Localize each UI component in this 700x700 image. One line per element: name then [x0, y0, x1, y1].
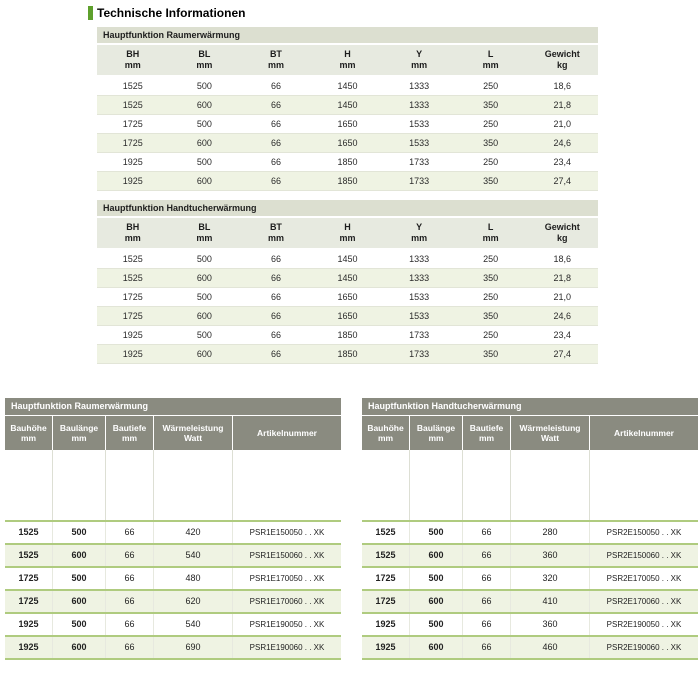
- table-cell: 66: [106, 637, 154, 658]
- table-cell: 250: [483, 254, 499, 264]
- table-cell: 250: [483, 119, 499, 129]
- empty-column-spacer: [463, 450, 511, 520]
- table-cell: 1925: [362, 637, 410, 658]
- table-cell: 600: [410, 637, 463, 658]
- table-row: [97, 250, 598, 269]
- table-cell: 1333: [409, 254, 430, 264]
- table-cell: 600: [53, 545, 106, 566]
- column-header: L mm: [482, 222, 499, 243]
- table-cell: 500: [410, 522, 463, 543]
- column-header: Bautiefe mm: [106, 416, 154, 450]
- table-cell: 27,4: [553, 176, 572, 186]
- table-cell: 480: [154, 568, 233, 589]
- table-cell: 1333: [409, 273, 430, 283]
- table-cell: 27,4: [553, 349, 572, 359]
- table-cell: 21,8: [553, 100, 572, 110]
- column-header: Gewicht kg: [544, 222, 580, 243]
- table-cell: 600: [53, 591, 106, 612]
- table-cell: 1650: [337, 138, 358, 148]
- table-row: [97, 96, 598, 115]
- table-cell: 600: [196, 273, 212, 283]
- empty-column-spacer: [362, 450, 410, 520]
- table-cell: 66: [463, 614, 511, 635]
- table-cell: 350: [483, 273, 499, 283]
- table-cell: 1650: [337, 119, 358, 129]
- table-cell: 66: [463, 591, 511, 612]
- table-cell: 21,8: [553, 273, 572, 283]
- table-cell: 24,6: [553, 138, 572, 148]
- empty-column-spacer: [53, 450, 106, 520]
- table-cell: 21,0: [553, 292, 572, 302]
- table-cell: 1725: [362, 568, 410, 589]
- table-cell: 66: [270, 176, 281, 186]
- column-header: Y mm: [411, 222, 428, 243]
- table-cell: 21,0: [553, 119, 572, 129]
- table-row: [97, 345, 598, 364]
- table-cell: 1850: [337, 157, 358, 167]
- table-cell: 1650: [337, 292, 358, 302]
- table-cell: 500: [53, 568, 106, 589]
- table-cell: 1925: [122, 176, 143, 186]
- spec-table-header: [97, 45, 598, 75]
- table-cell: 600: [196, 176, 212, 186]
- table-cell: 66: [106, 591, 154, 612]
- table-cell: PSR1E170060 . . XK: [249, 597, 325, 606]
- table-cell: 23,4: [553, 330, 572, 340]
- column-header: BL mm: [196, 222, 213, 243]
- table-cell: 500: [410, 614, 463, 635]
- table-cell: 66: [463, 522, 511, 543]
- column-header: Wärmeleistung Watt: [154, 416, 233, 450]
- table-cell: 66: [270, 330, 281, 340]
- table-cell: 1333: [409, 100, 430, 110]
- table-cell: 250: [483, 330, 499, 340]
- table-cell: 66: [106, 522, 154, 543]
- table-cell: 1725: [362, 591, 410, 612]
- column-header: Baulänge mm: [53, 416, 106, 450]
- order-table-body: [362, 520, 698, 660]
- table-cell: 600: [196, 349, 212, 359]
- table-cell: 66: [106, 568, 154, 589]
- table-cell: 600: [196, 138, 212, 148]
- table-cell: 600: [196, 100, 212, 110]
- table-cell: 690: [154, 637, 233, 658]
- table-cell: 1725: [5, 568, 53, 589]
- order-table-empty-region: [362, 450, 698, 520]
- table-cell: 1650: [337, 311, 358, 321]
- section-heading: Hauptfunktion Handtucherwärmung: [97, 200, 598, 216]
- table-cell: 24,6: [553, 311, 572, 321]
- column-header: BH mm: [124, 49, 141, 70]
- table-cell: 600: [53, 637, 106, 658]
- table-cell: 460: [511, 637, 590, 658]
- table-cell: 1925: [5, 614, 53, 635]
- table-cell: 1725: [122, 311, 143, 321]
- table-cell: 1925: [5, 637, 53, 658]
- table-cell: 66: [270, 292, 281, 302]
- table-cell: 350: [483, 138, 499, 148]
- table-cell: 23,4: [553, 157, 572, 167]
- table-cell: 1525: [362, 522, 410, 543]
- table-row: [97, 326, 598, 345]
- column-header: Artikelnummer: [614, 428, 674, 438]
- table-cell: 250: [483, 81, 499, 91]
- table-cell: 1725: [122, 119, 143, 129]
- empty-column-spacer: [5, 450, 53, 520]
- table-cell: 1533: [409, 138, 430, 148]
- order-table-heading: Hauptfunktion Raumerwärmung: [5, 398, 341, 415]
- table-cell: 1525: [122, 81, 143, 91]
- table-cell: 540: [154, 614, 233, 635]
- table-cell: 66: [270, 138, 281, 148]
- table-cell: 1525: [5, 522, 53, 543]
- table-cell: 66: [463, 637, 511, 658]
- table-cell: 350: [483, 311, 499, 321]
- spec-table-handtucherwaermung: [97, 200, 598, 364]
- column-header: H mm: [339, 49, 356, 70]
- empty-column-spacer: [410, 450, 463, 520]
- table-cell: 1925: [122, 330, 143, 340]
- title-row: [88, 6, 598, 20]
- table-row: [5, 520, 341, 543]
- table-cell: PSR2E190060 . . XK: [606, 643, 682, 652]
- table-cell: 500: [196, 81, 212, 91]
- column-header: BH mm: [124, 222, 141, 243]
- table-cell: PSR2E150050 . . XK: [606, 528, 682, 537]
- table-row: [97, 153, 598, 172]
- table-cell: 1525: [122, 273, 143, 283]
- order-table-raumerwaermung: [5, 398, 341, 660]
- table-cell: PSR2E170050 . . XK: [606, 574, 682, 583]
- table-cell: PSR2E150060 . . XK: [606, 551, 682, 560]
- column-header: Y mm: [411, 49, 428, 70]
- table-row: [5, 543, 341, 566]
- table-cell: 66: [106, 545, 154, 566]
- order-table-column-headers: [5, 415, 341, 450]
- table-cell: 350: [483, 349, 499, 359]
- column-header: Bautiefe mm: [463, 416, 511, 450]
- column-header: Bauhöhe mm: [362, 416, 410, 450]
- table-cell: 66: [106, 614, 154, 635]
- section-heading: Hauptfunktion Raumerwärmung: [97, 27, 598, 43]
- table-cell: 66: [270, 157, 281, 167]
- table-cell: 1333: [409, 81, 430, 91]
- table-cell: 1533: [409, 311, 430, 321]
- table-cell: 360: [511, 614, 590, 635]
- table-cell: 1525: [122, 100, 143, 110]
- table-cell: 1725: [5, 591, 53, 612]
- table-cell: 66: [270, 311, 281, 321]
- table-cell: 600: [410, 545, 463, 566]
- table-cell: 1525: [122, 254, 143, 264]
- column-header: Gewicht kg: [544, 49, 580, 70]
- table-cell: 500: [53, 614, 106, 635]
- table-cell: 1733: [409, 176, 430, 186]
- column-header: Wärmeleistung Watt: [511, 416, 590, 450]
- empty-column-spacer: [154, 450, 233, 520]
- table-cell: 66: [270, 100, 281, 110]
- table-cell: 1533: [409, 119, 430, 129]
- table-row: [362, 543, 698, 566]
- table-cell: 1733: [409, 349, 430, 359]
- table-cell: PSR1E150060 . . XK: [249, 551, 325, 560]
- table-cell: 500: [53, 522, 106, 543]
- table-cell: 1450: [337, 273, 358, 283]
- table-row: [5, 612, 341, 635]
- column-header: H mm: [339, 222, 356, 243]
- table-cell: 66: [463, 545, 511, 566]
- column-header: BT mm: [267, 49, 284, 70]
- table-cell: 600: [410, 591, 463, 612]
- table-cell: 1725: [122, 138, 143, 148]
- table-cell: 1450: [337, 81, 358, 91]
- table-cell: 1533: [409, 292, 430, 302]
- table-row: [97, 77, 598, 96]
- table-cell: 66: [463, 568, 511, 589]
- table-cell: PSR1E170050 . . XK: [249, 574, 325, 583]
- table-cell: 1850: [337, 176, 358, 186]
- table-cell: 1450: [337, 100, 358, 110]
- order-table-body: [5, 520, 341, 660]
- table-row: [97, 269, 598, 288]
- table-cell: 66: [270, 119, 281, 129]
- column-header: Bauhöhe mm: [5, 416, 53, 450]
- table-row: [97, 307, 598, 326]
- table-cell: 350: [483, 176, 499, 186]
- table-cell: 18,6: [553, 81, 572, 91]
- table-cell: 66: [270, 81, 281, 91]
- order-table-heading: Hauptfunktion Handtucherwärmung: [362, 398, 698, 415]
- column-header: Artikelnummer: [257, 428, 317, 438]
- table-row: [362, 612, 698, 635]
- table-cell: 1925: [122, 157, 143, 167]
- table-cell: 66: [270, 273, 281, 283]
- technical-info-block: [88, 6, 598, 364]
- table-cell: PSR1E150050 . . XK: [249, 528, 325, 537]
- table-cell: 420: [154, 522, 233, 543]
- spec-table-body: [97, 250, 598, 364]
- table-cell: 250: [483, 157, 499, 167]
- spec-table-header: [97, 218, 598, 248]
- order-table-handtucherwaermung: [362, 398, 698, 660]
- table-cell: 1925: [362, 614, 410, 635]
- table-cell: 540: [154, 545, 233, 566]
- table-row: [5, 635, 341, 658]
- spec-table-body: [97, 77, 598, 191]
- page-title: Technische Informationen: [97, 6, 246, 20]
- table-cell: 1733: [409, 330, 430, 340]
- table-row: [97, 115, 598, 134]
- table-row: [5, 566, 341, 589]
- table-row: [362, 589, 698, 612]
- table-cell: 1725: [122, 292, 143, 302]
- table-cell: 1450: [337, 254, 358, 264]
- table-cell: 1850: [337, 330, 358, 340]
- accent-bar: [88, 6, 93, 20]
- table-cell: 1525: [5, 545, 53, 566]
- order-table-empty-region: [5, 450, 341, 520]
- table-row: [5, 589, 341, 612]
- table-cell: 620: [154, 591, 233, 612]
- column-header: BL mm: [196, 49, 213, 70]
- table-cell: 500: [196, 292, 212, 302]
- table-cell: 1525: [362, 545, 410, 566]
- table-row: [97, 172, 598, 191]
- table-cell: PSR1E190060 . . XK: [249, 643, 325, 652]
- empty-column-spacer: [106, 450, 154, 520]
- table-cell: 600: [196, 311, 212, 321]
- empty-column-spacer: [511, 450, 590, 520]
- table-row: [97, 134, 598, 153]
- table-cell: 66: [270, 254, 281, 264]
- table-cell: 250: [483, 292, 499, 302]
- table-cell: 500: [410, 568, 463, 589]
- table-cell: 280: [511, 522, 590, 543]
- table-cell: 18,6: [553, 254, 572, 264]
- table-cell: 66: [270, 349, 281, 359]
- table-row: [362, 566, 698, 589]
- empty-column-spacer: [590, 450, 698, 520]
- table-row: [362, 520, 698, 543]
- column-header: L mm: [482, 49, 499, 70]
- table-row: [362, 635, 698, 658]
- table-cell: 500: [196, 119, 212, 129]
- table-cell: 500: [196, 330, 212, 340]
- table-cell: PSR2E190050 . . XK: [606, 620, 682, 629]
- table-cell: 320: [511, 568, 590, 589]
- table-row: [97, 288, 598, 307]
- table-cell: 500: [196, 157, 212, 167]
- table-cell: 410: [511, 591, 590, 612]
- table-cell: PSR2E170060 . . XK: [606, 597, 682, 606]
- table-cell: 500: [196, 254, 212, 264]
- empty-column-spacer: [233, 450, 341, 520]
- column-header: BT mm: [267, 222, 284, 243]
- table-cell: 1733: [409, 157, 430, 167]
- order-table-column-headers: [362, 415, 698, 450]
- table-cell: PSR1E190050 . . XK: [249, 620, 325, 629]
- column-header: Baulänge mm: [410, 416, 463, 450]
- table-cell: 350: [483, 100, 499, 110]
- spec-table-raumerwaermung: [97, 27, 598, 191]
- table-cell: 1925: [122, 349, 143, 359]
- table-cell: 1850: [337, 349, 358, 359]
- table-cell: 360: [511, 545, 590, 566]
